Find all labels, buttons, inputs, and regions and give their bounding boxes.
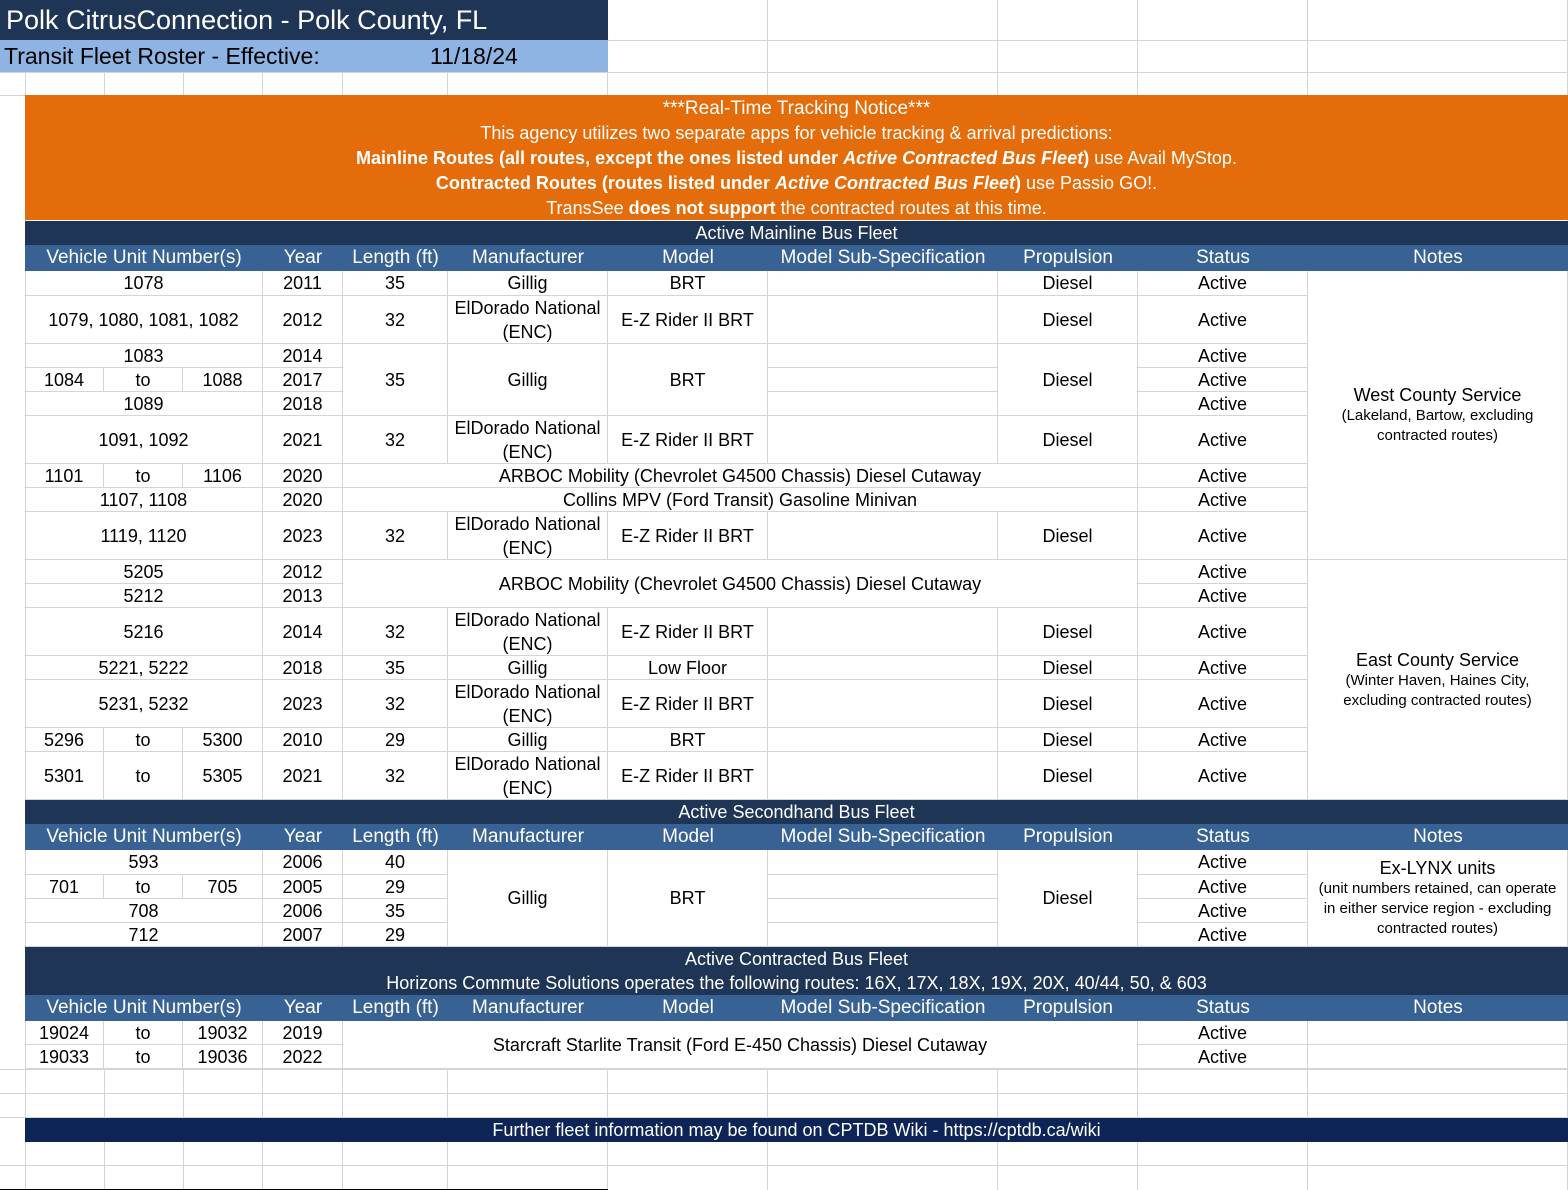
status-cell: Active — [1138, 584, 1308, 608]
model-cell: E-Z Rider II BRT — [608, 752, 768, 800]
status-cell: Active — [1138, 680, 1308, 728]
year-cell: 2005 — [263, 875, 343, 899]
propulsion-cell: Diesel — [998, 271, 1138, 296]
length-cell: 29 — [343, 923, 448, 947]
unit-range-end: 19032 — [183, 1021, 263, 1045]
propulsion-cell: Diesel — [998, 344, 1138, 416]
notes-west-title: West County Service — [1353, 385, 1522, 405]
year-cell: 2020 — [263, 488, 343, 512]
length-cell: 32 — [343, 296, 448, 344]
unit-range-start: 19024 — [25, 1021, 104, 1045]
notice-line-4 — [546, 196, 1047, 220]
notes-west-county — [1308, 271, 1568, 560]
notice-line-1: This agency utilizes two separate apps for vehicle tracking & arrival predictions: — [480, 123, 1113, 143]
model-cell: Low Floor — [608, 656, 768, 680]
col-header-status: Status — [1138, 245, 1308, 271]
col-header-notes: Notes — [1308, 824, 1568, 850]
col-header-notes: Notes — [1308, 245, 1568, 271]
notice-line-3-close: ) — [1015, 173, 1022, 193]
subspec-cell — [768, 608, 998, 656]
unit-range-to: to — [104, 875, 183, 899]
unit-range-end: 19036 — [183, 1045, 263, 1069]
subspec-cell — [768, 512, 998, 560]
model-cell: E-Z Rider II BRT — [608, 416, 768, 464]
year-cell: 2018 — [263, 392, 343, 416]
length-cell: 35 — [343, 271, 448, 296]
year-cell: 2018 — [263, 656, 343, 680]
section-title-secondhand: Active Secondhand Bus Fleet — [25, 800, 1568, 824]
propulsion-cell: Diesel — [998, 752, 1138, 800]
unit-cell: 1089 — [25, 392, 263, 416]
subspec-cell — [768, 271, 998, 296]
year-cell: 2012 — [263, 296, 343, 344]
manufacturer-cell: Gillig — [448, 728, 608, 752]
notice-line-3-rest: use Passio GO!. — [1021, 173, 1158, 193]
propulsion-cell: Diesel — [998, 296, 1138, 344]
subspec-cell — [768, 296, 998, 344]
subspec-cell — [768, 344, 998, 368]
notes-cell — [1308, 1045, 1568, 1069]
notes-ex-lynx-title: Ex-LYNX units — [1379, 858, 1496, 878]
unit-range-to: to — [104, 1021, 183, 1045]
manufacturer-cell: ElDorado National (ENC) — [448, 752, 608, 800]
length-cell: 32 — [343, 608, 448, 656]
model-cell: E-Z Rider II BRT — [608, 296, 768, 344]
notes-east-title: East County Service — [1355, 649, 1520, 670]
col-header-length: Length (ft) — [343, 824, 448, 850]
col-header-propulsion: Propulsion — [998, 824, 1138, 850]
year-cell: 2010 — [263, 728, 343, 752]
col-header-model: Model — [608, 245, 768, 271]
status-cell: Active — [1138, 899, 1308, 923]
status-cell: Active — [1138, 392, 1308, 416]
model-cell: E-Z Rider II BRT — [608, 680, 768, 728]
contracted-title: Active Contracted Bus Fleet — [684, 949, 909, 969]
notice-line-2-close: ) — [1083, 148, 1090, 168]
notes-east-county — [1308, 560, 1568, 800]
status-cell: Active — [1138, 560, 1308, 584]
notice-line-2-rest: use Avail MyStop. — [1089, 148, 1237, 168]
unit-range-end: 1106 — [183, 464, 263, 488]
col-header-length: Length (ft) — [343, 995, 448, 1021]
manufacturer-cell: ElDorado National (ENC) — [448, 416, 608, 464]
status-cell: Active — [1138, 752, 1308, 800]
vehicle-description-cell: ARBOC Mobility (Chevrolet G4500 Chassis) Diesel Cutaway — [343, 560, 1138, 608]
year-cell: 2012 — [263, 560, 343, 584]
subspec-cell — [768, 392, 998, 416]
effective-date: 11/18/24 — [430, 43, 518, 69]
manufacturer-cell: ElDorado National (ENC) — [448, 680, 608, 728]
col-header-propulsion: Propulsion — [998, 245, 1138, 271]
year-cell: 2017 — [263, 368, 343, 392]
propulsion-cell: Diesel — [998, 680, 1138, 728]
col-header-unit: Vehicle Unit Number(s) — [25, 824, 263, 850]
model-cell: BRT — [608, 344, 768, 416]
subspec-cell — [768, 899, 998, 923]
year-cell: 2014 — [263, 344, 343, 368]
col-header-unit: Vehicle Unit Number(s) — [25, 995, 263, 1021]
status-cell: Active — [1138, 416, 1308, 464]
year-cell: 2007 — [263, 923, 343, 947]
subspec-cell — [768, 416, 998, 464]
year-cell: 2019 — [263, 1021, 343, 1045]
unit-cell: 1119, 1120 — [25, 512, 263, 560]
status-cell: Active — [1138, 1021, 1308, 1045]
vehicle-description-cell: ARBOC Mobility (Chevrolet G4500 Chassis) Diesel Cutaway — [343, 464, 1138, 488]
col-header-year: Year — [263, 824, 343, 850]
status-cell: Active — [1138, 368, 1308, 392]
subspec-cell — [768, 850, 998, 875]
manufacturer-cell: ElDorado National (ENC) — [448, 512, 608, 560]
col-header-model: Model — [608, 995, 768, 1021]
notice-line-4-bold: does not support — [628, 198, 776, 218]
unit-range-start: 5301 — [25, 752, 104, 800]
contracted-subtitle: Horizons Commute Solutions operates the following routes: 16X, 17X, 18X, 19X, 20X, 40/44, 50, & 603 — [386, 973, 1207, 993]
col-header-manufacturer: Manufacturer — [448, 245, 608, 271]
year-cell: 2006 — [263, 850, 343, 875]
propulsion-cell: Diesel — [998, 608, 1138, 656]
notice-line-2 — [356, 146, 1237, 171]
col-header-status: Status — [1138, 824, 1308, 850]
propulsion-cell: Diesel — [998, 512, 1138, 560]
model-cell: BRT — [608, 271, 768, 296]
year-cell: 2022 — [263, 1045, 343, 1069]
col-header-manufacturer: Manufacturer — [448, 824, 608, 850]
model-cell: E-Z Rider II BRT — [608, 608, 768, 656]
notice-heading: ***Real-Time Tracking Notice*** — [662, 98, 931, 119]
propulsion-cell: Diesel — [998, 850, 1138, 947]
manufacturer-cell: ElDorado National (ENC) — [448, 608, 608, 656]
status-cell: Active — [1138, 728, 1308, 752]
year-cell: 2020 — [263, 464, 343, 488]
year-cell: 2021 — [263, 416, 343, 464]
col-header-subspec: Model Sub-Specification — [768, 995, 998, 1021]
unit-cell: 1091, 1092 — [25, 416, 263, 464]
length-cell: 29 — [343, 728, 448, 752]
tracking-notice — [25, 95, 1568, 220]
manufacturer-cell: Gillig — [448, 850, 608, 947]
col-header-unit: Vehicle Unit Number(s) — [25, 245, 263, 271]
unit-range-to: to — [104, 368, 183, 392]
unit-range-start: 701 — [25, 875, 104, 899]
length-cell: 32 — [343, 680, 448, 728]
notice-line-3-italic: Active Contracted Bus Fleet — [774, 173, 1016, 193]
page-title: Polk CitrusConnection - Polk County, FL — [0, 0, 608, 40]
notice-line-2-italic: Active Contracted Bus Fleet — [843, 148, 1084, 168]
unit-cell: 712 — [25, 923, 263, 947]
model-cell: E-Z Rider II BRT — [608, 512, 768, 560]
vehicle-description-cell: Starcraft Starlite Transit (Ford E-450 Chassis) Diesel Cutaway — [343, 1021, 1138, 1069]
unit-range-start: 19033 — [25, 1045, 104, 1069]
unit-cell: 1078 — [25, 271, 263, 296]
subspec-cell — [768, 875, 998, 899]
notes-east-sub: (Winter Haven, Haines City, excluding contracted routes) — [1343, 671, 1532, 709]
year-cell: 2011 — [263, 271, 343, 296]
notes-ex-lynx-sub: (unit numbers retained, can operate in either service region - excluding contracted routes) — [1318, 880, 1557, 937]
col-header-subspec: Model Sub-Specification — [768, 824, 998, 850]
unit-cell: 5205 — [25, 560, 263, 584]
notice-line-4-pre: TransSee — [546, 198, 629, 218]
subspec-cell — [768, 656, 998, 680]
subspec-cell — [768, 923, 998, 947]
col-header-length: Length (ft) — [343, 245, 448, 271]
model-cell: BRT — [608, 728, 768, 752]
manufacturer-cell: Gillig — [448, 656, 608, 680]
year-cell: 2006 — [263, 899, 343, 923]
status-cell: Active — [1138, 608, 1308, 656]
unit-cell: 5212 — [25, 584, 263, 608]
status-cell: Active — [1138, 875, 1308, 899]
effective-label: Transit Fleet Roster - Effective: — [4, 43, 320, 69]
status-cell: Active — [1138, 488, 1308, 512]
unit-range-start: 1084 — [25, 368, 104, 392]
unit-cell: 1107, 1108 — [25, 488, 263, 512]
unit-cell: 5216 — [25, 608, 263, 656]
unit-cell: 1079, 1080, 1081, 1082 — [25, 296, 263, 344]
col-header-notes: Notes — [1308, 995, 1568, 1021]
length-cell: 29 — [343, 875, 448, 899]
status-cell: Active — [1138, 512, 1308, 560]
section-title-mainline: Active Mainline Bus Fleet — [25, 221, 1568, 245]
manufacturer-cell: Gillig — [448, 344, 608, 416]
length-cell: 35 — [343, 899, 448, 923]
length-cell: 32 — [343, 752, 448, 800]
unit-range-to: to — [104, 464, 183, 488]
col-header-subspec: Model Sub-Specification — [768, 245, 998, 271]
subspec-cell — [768, 728, 998, 752]
status-cell: Active — [1138, 923, 1308, 947]
status-cell: Active — [1138, 296, 1308, 344]
model-cell: BRT — [608, 850, 768, 947]
subspec-cell — [768, 752, 998, 800]
unit-range-to: to — [104, 1045, 183, 1069]
notice-line-4-rest: the contracted routes at this time. — [775, 198, 1047, 218]
subspec-cell — [768, 368, 998, 392]
col-header-propulsion: Propulsion — [998, 995, 1138, 1021]
notice-line-3 — [436, 171, 1157, 196]
manufacturer-cell: Gillig — [448, 271, 608, 296]
unit-cell: 5221, 5222 — [25, 656, 263, 680]
notes-west-sub: (Lakeland, Bartow, excluding contracted routes) — [1341, 407, 1534, 444]
status-cell: Active — [1138, 656, 1308, 680]
notes-cell — [1308, 1021, 1568, 1045]
unit-range-to: to — [104, 728, 183, 752]
col-header-status: Status — [1138, 995, 1308, 1021]
footer-wiki-link[interactable]: Further fleet information may be found on CPTDB Wiki - https://cptdb.ca/wiki — [25, 1118, 1568, 1142]
col-header-model: Model — [608, 824, 768, 850]
year-cell: 2014 — [263, 608, 343, 656]
status-cell: Active — [1138, 1045, 1308, 1069]
status-cell: Active — [1138, 344, 1308, 368]
unit-range-end: 1088 — [183, 368, 263, 392]
vehicle-description-cell: Collins MPV (Ford Transit) Gasoline Minivan — [343, 488, 1138, 512]
status-cell: Active — [1138, 850, 1308, 875]
propulsion-cell: Diesel — [998, 416, 1138, 464]
unit-range-start: 1101 — [25, 464, 104, 488]
unit-range-start: 5296 — [25, 728, 104, 752]
propulsion-cell: Diesel — [998, 656, 1138, 680]
propulsion-cell: Diesel — [998, 728, 1138, 752]
effective-row — [0, 40, 608, 72]
year-cell: 2023 — [263, 512, 343, 560]
status-cell: Active — [1138, 464, 1308, 488]
notice-line-2-bold: Mainline Routes (all routes, except the ones listed under — [356, 148, 844, 168]
length-cell: 35 — [343, 344, 448, 416]
unit-range-to: to — [104, 752, 183, 800]
col-header-year: Year — [263, 995, 343, 1021]
unit-cell: 1083 — [25, 344, 263, 368]
unit-cell: 708 — [25, 899, 263, 923]
year-cell: 2013 — [263, 584, 343, 608]
subspec-cell — [768, 680, 998, 728]
unit-range-end: 5305 — [183, 752, 263, 800]
col-header-manufacturer: Manufacturer — [448, 995, 608, 1021]
unit-range-end: 5300 — [183, 728, 263, 752]
unit-cell: 593 — [25, 850, 263, 875]
unit-cell: 5231, 5232 — [25, 680, 263, 728]
section-title-contracted — [25, 947, 1568, 995]
manufacturer-cell: ElDorado National (ENC) — [448, 296, 608, 344]
length-cell: 32 — [343, 416, 448, 464]
status-cell: Active — [1138, 271, 1308, 296]
notice-line-3-bold: Contracted Routes (routes listed under — [435, 173, 775, 193]
length-cell: 32 — [343, 512, 448, 560]
notes-ex-lynx — [1308, 850, 1568, 947]
year-cell: 2023 — [263, 680, 343, 728]
length-cell: 35 — [343, 656, 448, 680]
year-cell: 2021 — [263, 752, 343, 800]
length-cell: 40 — [343, 850, 448, 875]
col-header-year: Year — [263, 245, 343, 271]
unit-range-end: 705 — [183, 875, 263, 899]
